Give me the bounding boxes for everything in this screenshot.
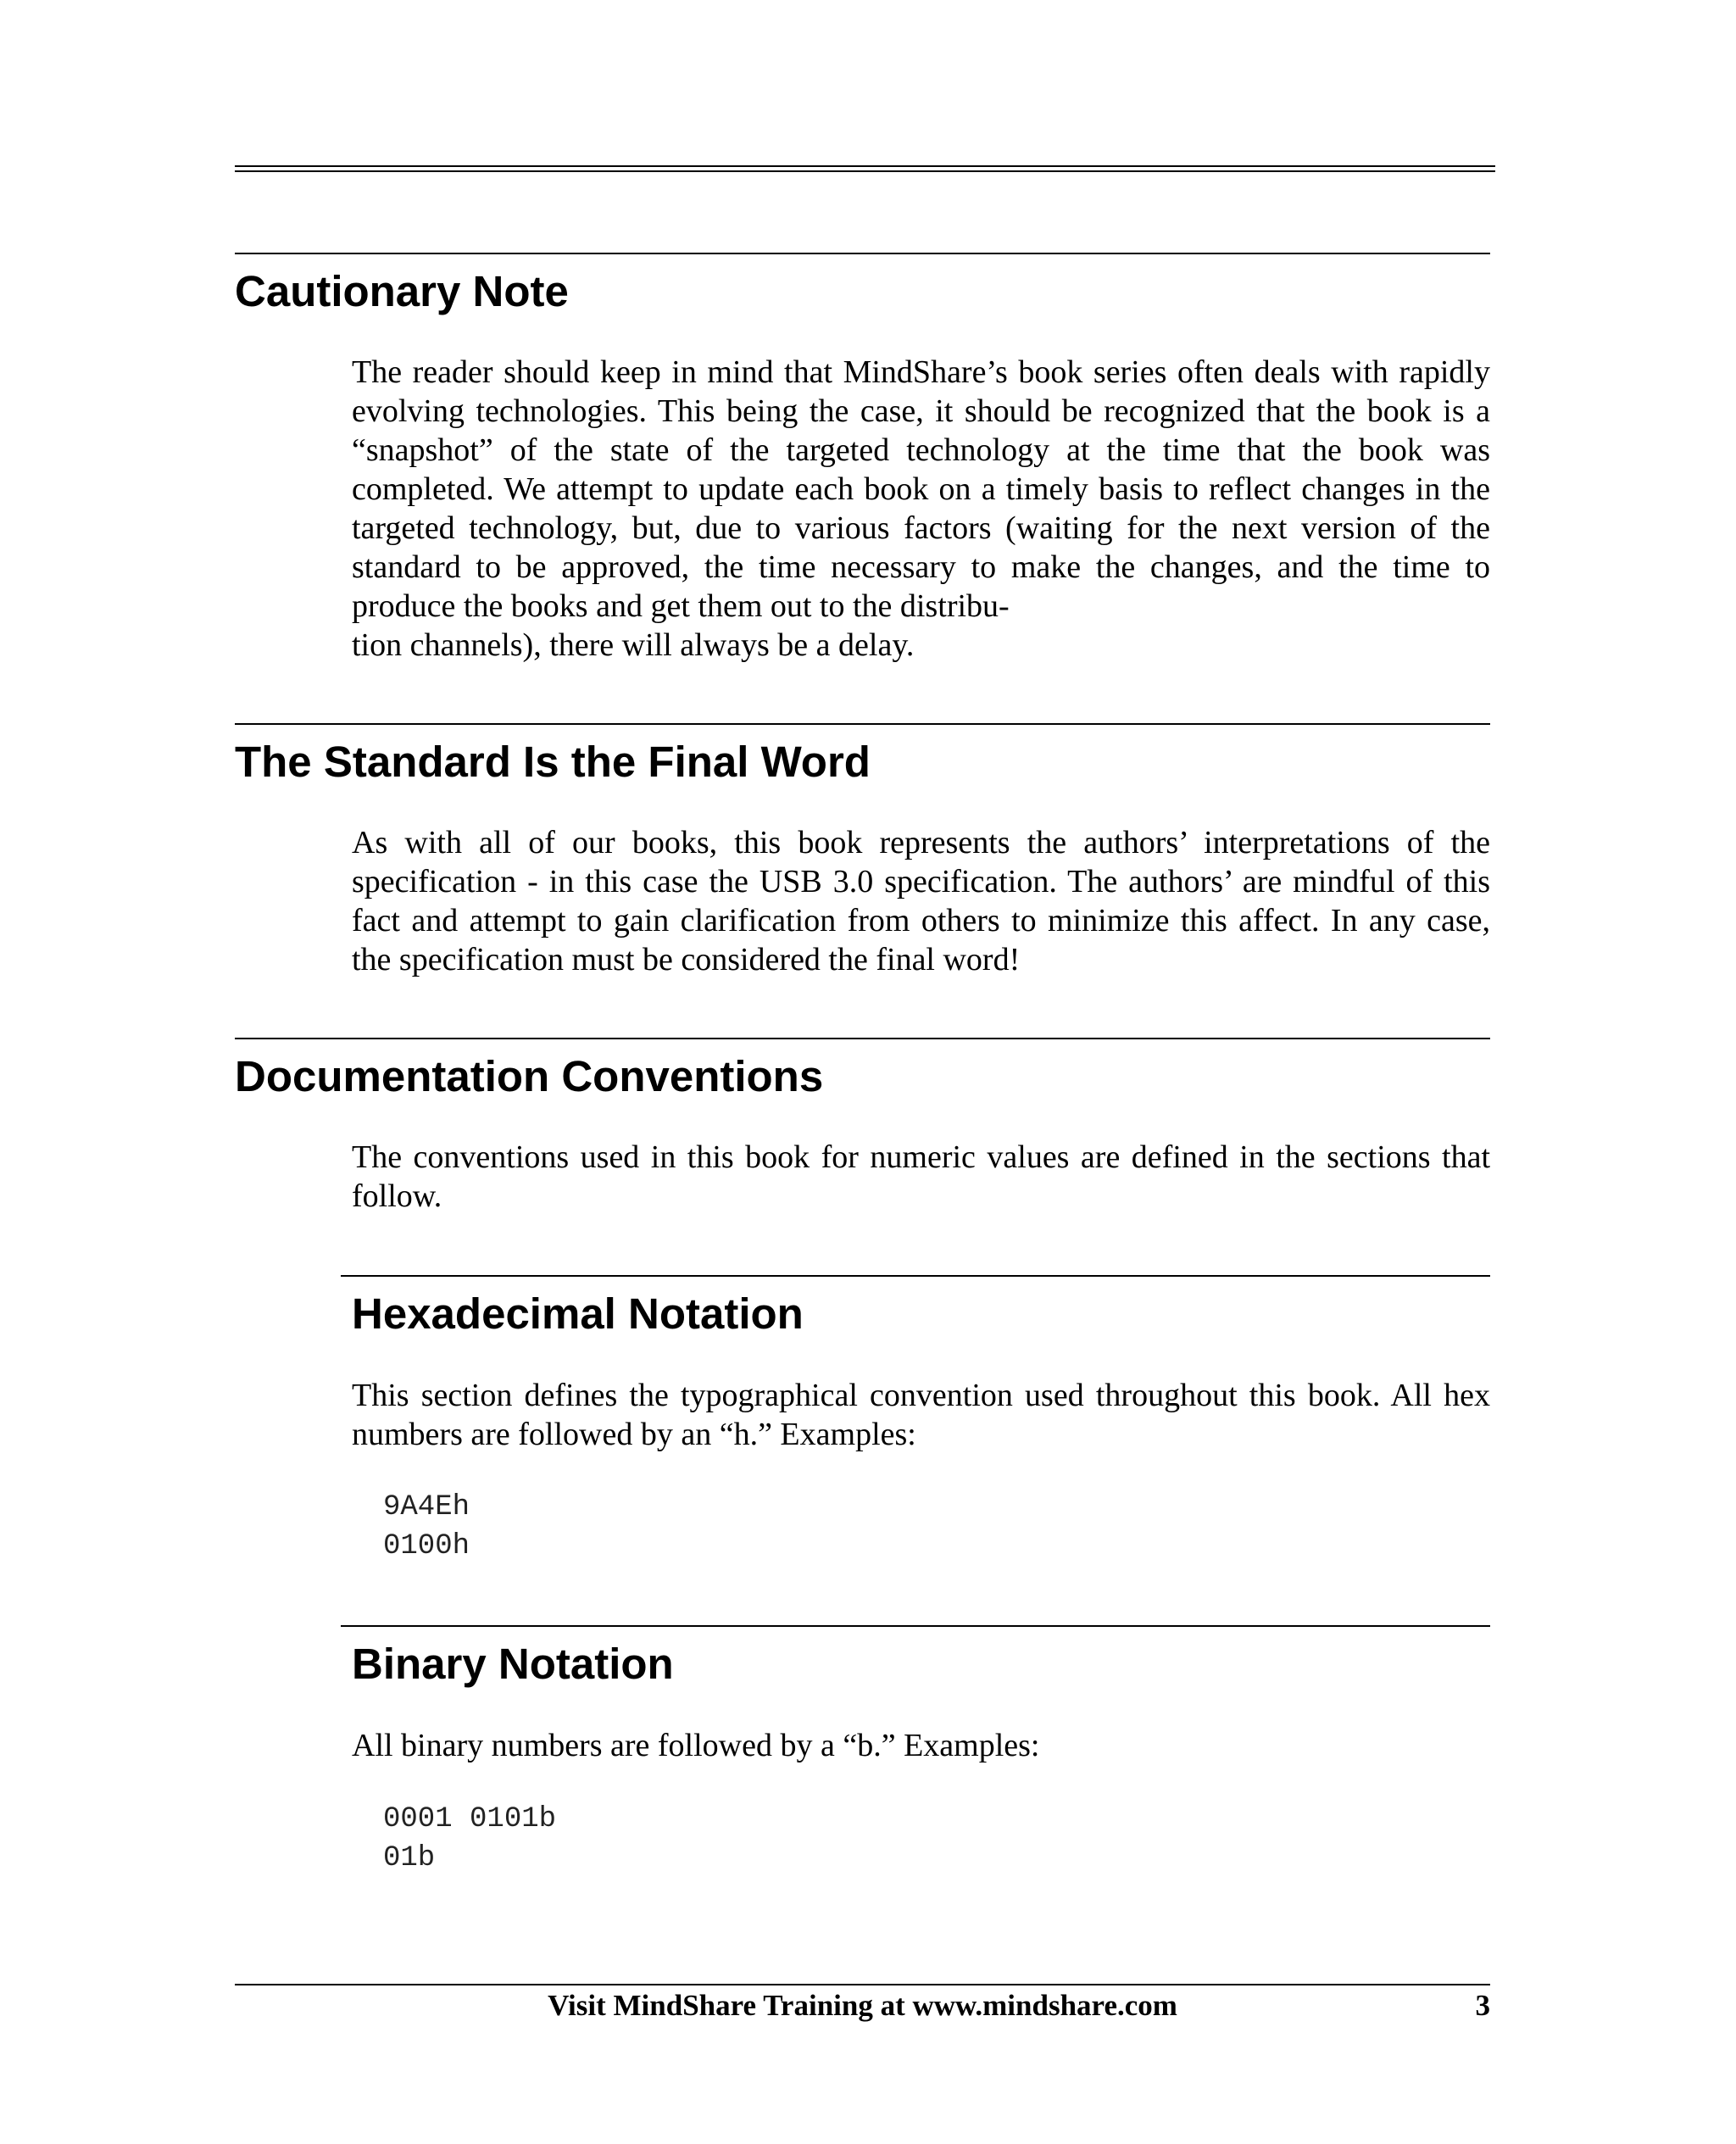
binary-examples <box>383 1800 556 1878</box>
footer-text: Visit MindShare Training at www.mindshare.com <box>548 1989 1177 2022</box>
section-body-documentation-conventions: The conventions used in this book for numeric values are defined in the sections that follow. <box>352 1139 1490 1214</box>
hex-example: 0100h <box>383 1530 470 1562</box>
section-rule <box>235 253 1490 254</box>
section-heading-documentation-conventions: Documentation Conventions <box>235 1052 824 1100</box>
binary-example: 0001 0101b <box>383 1803 557 1835</box>
subsection-rule <box>341 1275 1490 1277</box>
header-double-rule <box>235 165 1495 172</box>
binary-example: 01b <box>383 1842 436 1874</box>
section-body-cautionary-note: The reader should keep in mind that MindShare’s book series often deals with rapidly evolving technologies. This being the case, it should be recognized that the book is a “snapshot” of the state of the targeted technology at the time that the book was completed. We attempt to update each book on a timely basis to reflect changes in the targeted technology, but, due to various factors (waiting for the next version of the standard to be approved, the time necessary to make the changes, and the time to produce the books and get them out to the distribu- tion channels), there will always be a delay. <box>352 354 1490 663</box>
footer-rule <box>235 1984 1490 1985</box>
hex-example: 9A4Eh <box>383 1491 470 1523</box>
section-rule <box>235 723 1490 725</box>
subsection-body-binary-notation: All binary numbers are followed by a “b.” Examples: <box>352 1728 1040 1763</box>
section-heading-cautionary-note: Cautionary Note <box>235 267 569 315</box>
section-heading-standard-final-word: The Standard Is the Final Word <box>235 738 871 786</box>
subsection-heading-binary-notation: Binary Notation <box>352 1640 674 1688</box>
hex-examples <box>383 1488 470 1566</box>
subsection-rule <box>341 1625 1490 1627</box>
subsection-heading-hexadecimal-notation: Hexadecimal Notation <box>352 1289 804 1338</box>
section-rule <box>235 1038 1490 1039</box>
page-number: 3 <box>1475 1989 1490 2022</box>
section-body-standard-final-word: As with all of our books, this book represents the authors’ interpretations of the specification - in this case the USB 3.0 specification. The authors’ are mindful of this fact and attempt to gain clarification from others to minimize this affect. In any case, the specification must be considered the final word! <box>352 825 1490 977</box>
subsection-body-hexadecimal-notation: This section defines the typographical convention used throughout this book. All hex numbers are followed by an “h.” Examples: <box>352 1378 1490 1452</box>
